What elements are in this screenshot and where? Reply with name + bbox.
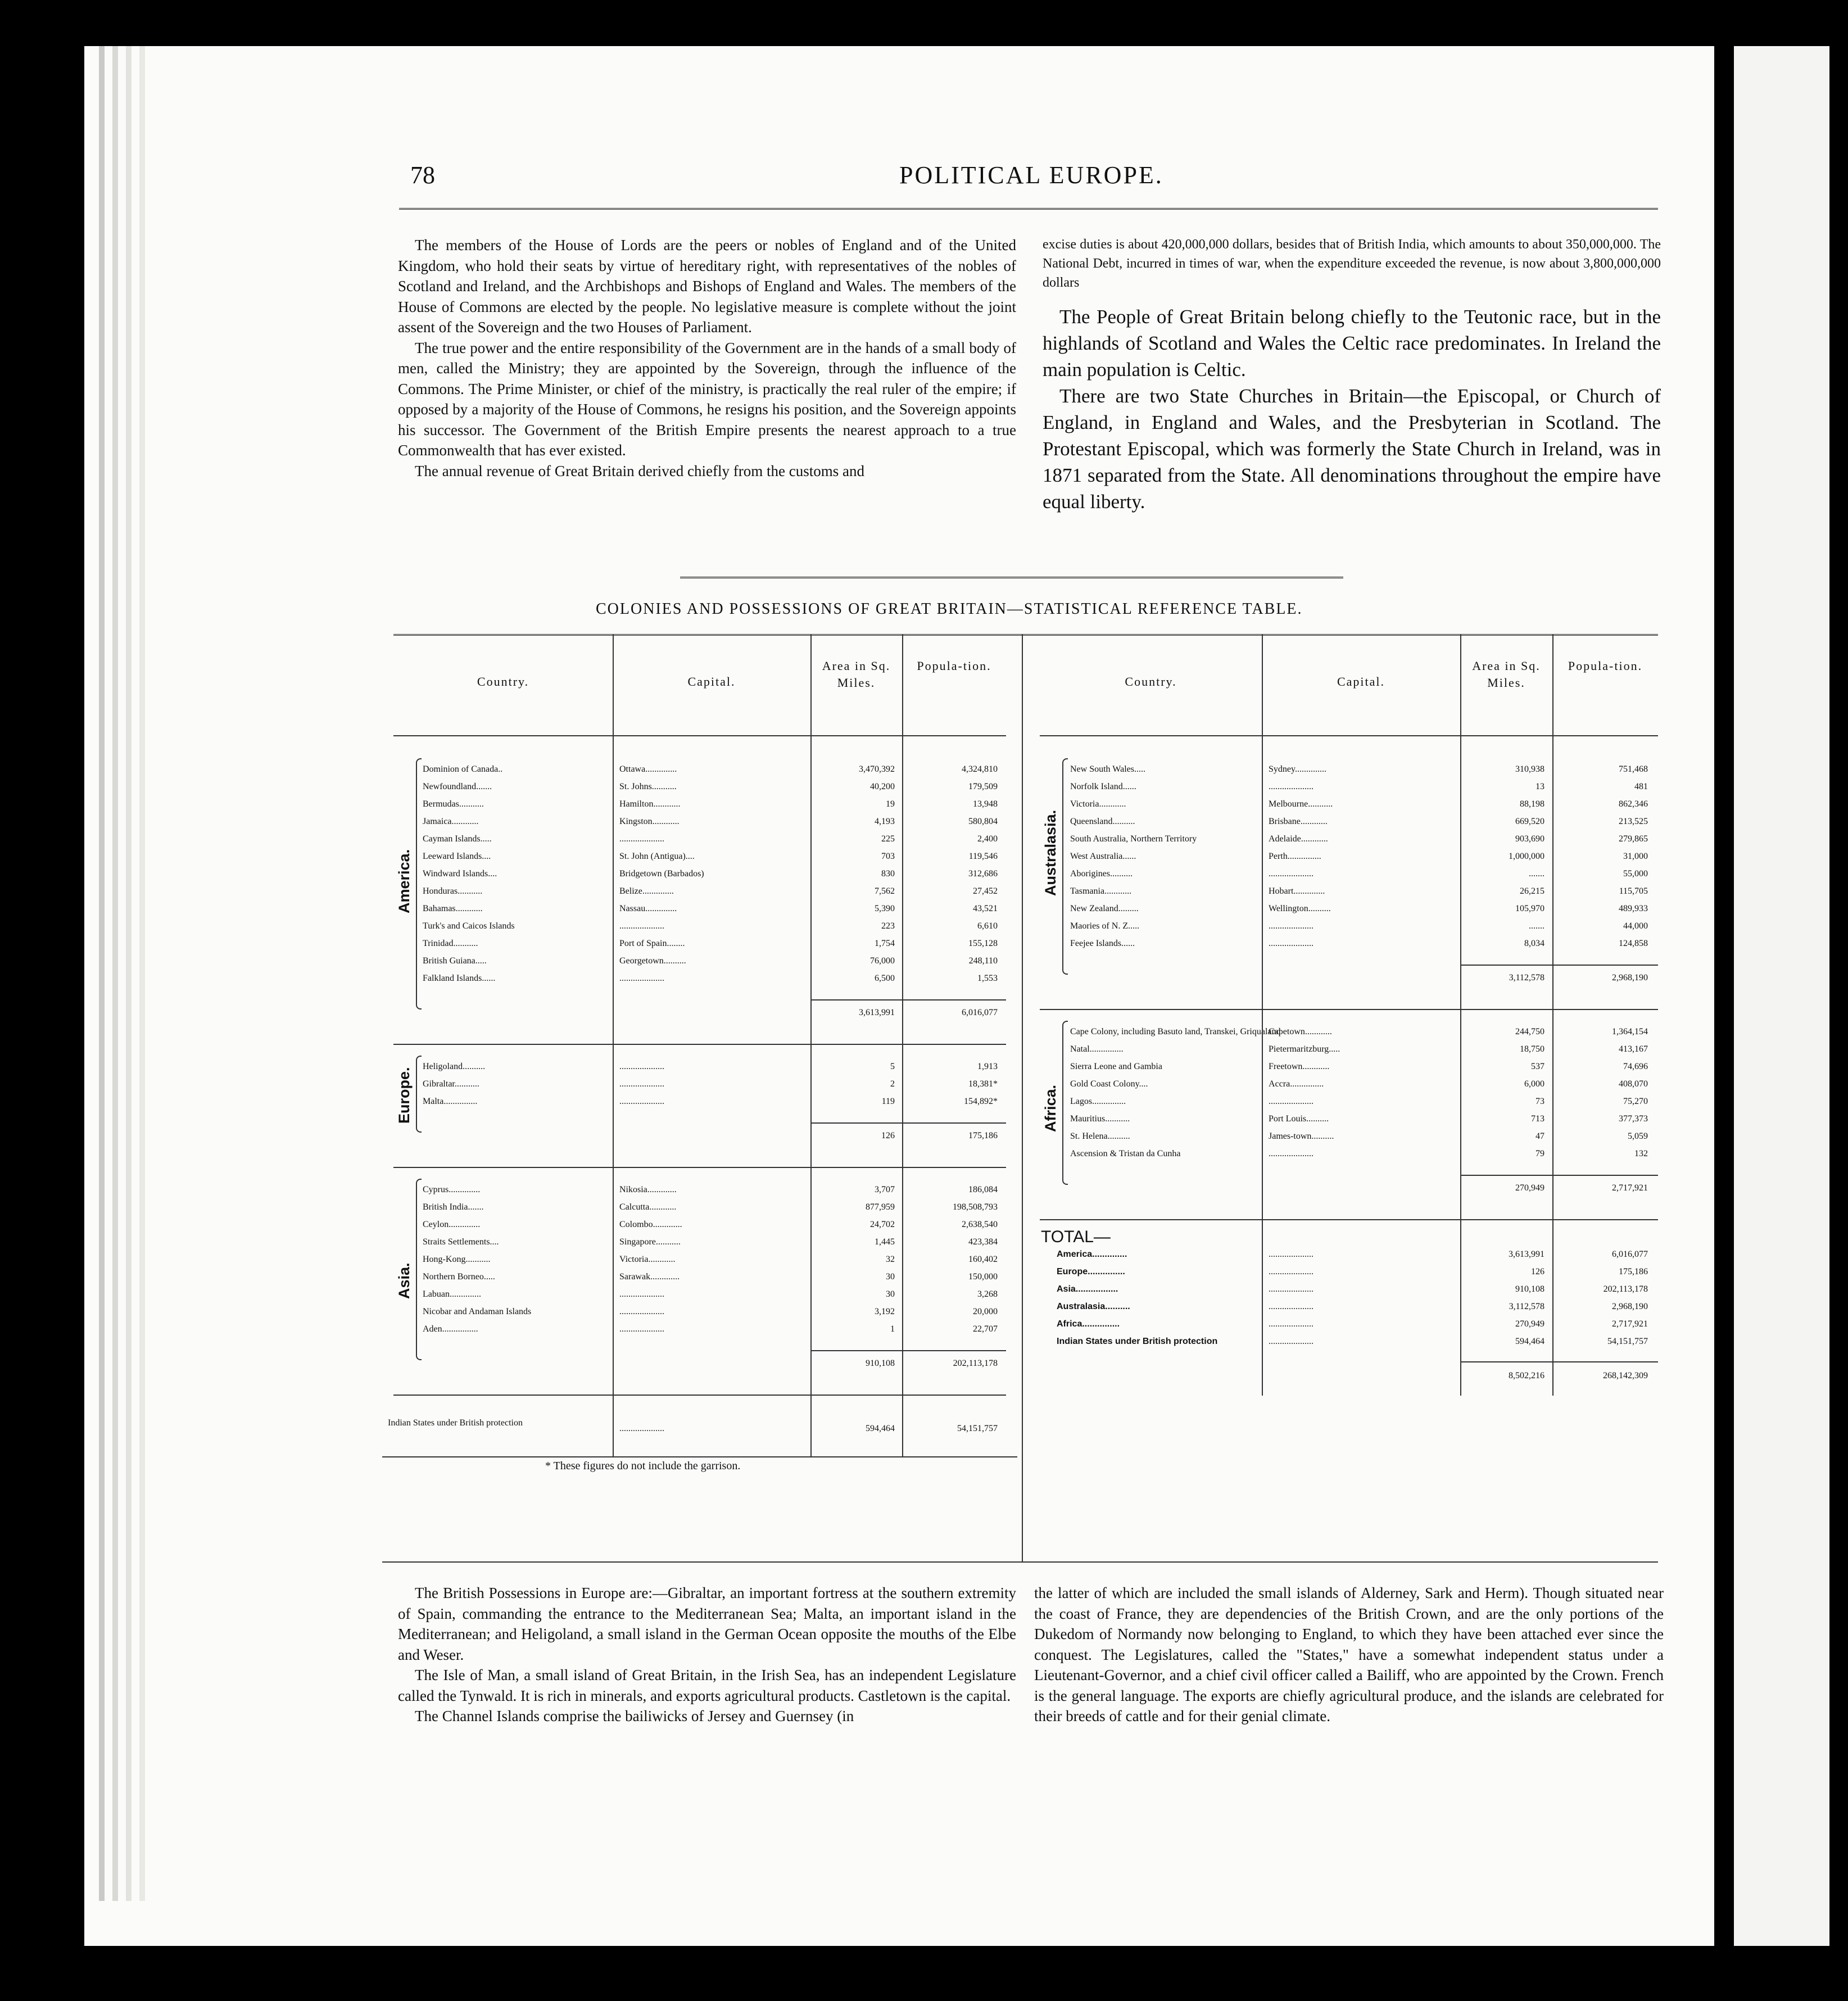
- population-cell: 862,346: [1619, 799, 1648, 809]
- capital-cell: ....................: [619, 1324, 664, 1334]
- column-rule: [902, 634, 903, 1456]
- group-total-area: 126: [881, 1131, 895, 1140]
- capital-cell: ....................: [619, 1079, 664, 1089]
- population-cell: 18,381*: [968, 1079, 998, 1089]
- population-cell: 481: [1634, 782, 1648, 791]
- page-edge: [99, 46, 105, 1901]
- paragraph: There are two State Churches in Britain—the Episcopal, or Church of England, in England and Wales, and the Presbyterian in Scotland. The Protestant Episcopal, which was formerly the State Church in Ireland, was in 1871 separated from the State. All denominations throughout the empire have equal liberty.: [1043, 385, 1661, 513]
- capital-cell: ....................: [619, 1062, 664, 1071]
- top-left-text: [398, 235, 1016, 481]
- capital-cell: ....................: [619, 921, 664, 931]
- running-title: POLITICAL EUROPE.: [899, 161, 1163, 189]
- capital-cell: ....................: [1269, 1250, 1313, 1259]
- area-cell: 1,000,000: [1509, 852, 1544, 861]
- area-cell: .......: [1529, 869, 1544, 879]
- header-country: Country.: [477, 674, 529, 689]
- header-population: Popula-tion.: [1568, 659, 1643, 673]
- population-cell: 489,933: [1619, 904, 1648, 913]
- capital-cell: Calcutta............: [619, 1202, 677, 1212]
- next-page-strip: [1734, 46, 1829, 1946]
- country-cell: British Guiana.....: [423, 956, 487, 966]
- area-cell: 1,754: [875, 939, 895, 948]
- country-cell: Mauritius...........: [1070, 1114, 1130, 1124]
- totals-heading: TOTAL—: [1041, 1228, 1111, 1246]
- population-cell: 202,113,178: [1603, 1284, 1648, 1294]
- population-cell: 54,151,757: [957, 1424, 998, 1433]
- population-cell: 54,151,757: [1607, 1337, 1648, 1346]
- capital-cell: Sarawak.............: [619, 1272, 680, 1282]
- capital-cell: James-town..........: [1269, 1131, 1334, 1141]
- country-cell: Lagos...............: [1070, 1097, 1126, 1106]
- table-center-divider: [1022, 634, 1023, 1561]
- column-rule: [1460, 634, 1461, 1396]
- population-cell: 198,508,793: [953, 1202, 998, 1212]
- country-cell: Bermudas...........: [423, 799, 484, 809]
- area-cell: 537: [1531, 1062, 1544, 1071]
- country-cell: Queensland..........: [1070, 817, 1135, 826]
- total-label: America..............: [1057, 1250, 1127, 1259]
- population-cell: 4,324,810: [962, 764, 998, 774]
- population-cell: 20,000: [973, 1307, 998, 1316]
- population-cell: 408,070: [1619, 1079, 1648, 1089]
- area-cell: 225: [881, 834, 895, 844]
- population-cell: 27,452: [973, 886, 998, 896]
- population-cell: 423,384: [968, 1237, 998, 1247]
- group-total-population: 2,968,190: [1612, 973, 1648, 983]
- area-cell: 3,192: [875, 1307, 895, 1316]
- country-cell: Ascension & Tristan da Cunha: [1070, 1149, 1181, 1158]
- header-rule: [1040, 735, 1658, 736]
- table-top-rule: [393, 634, 1658, 636]
- group-rule: [393, 1044, 1006, 1045]
- population-cell: 580,804: [968, 817, 998, 826]
- capital-cell: Nikosia.............: [619, 1185, 677, 1194]
- paragraph: excise duties is about 420,000,000 dollars, besides that of British India, which amounts to about 350,000,000. The National Debt, incurred in times of war, when the expenditure exceeded the revenue, is now about 3,800,000,000 dollars: [1043, 237, 1661, 290]
- population-cell: 312,686: [968, 869, 998, 879]
- population-cell: 124,858: [1619, 939, 1648, 948]
- subtotal-rule: [1460, 1175, 1658, 1176]
- population-cell: 279,865: [1619, 834, 1648, 844]
- capital-cell: Freetown............: [1269, 1062, 1330, 1071]
- country-cell: Trinidad...........: [423, 939, 478, 948]
- capital-cell: Nassau..............: [619, 904, 677, 913]
- capital-cell: Victoria............: [619, 1255, 676, 1264]
- population-cell: 2,400: [977, 834, 998, 844]
- population-cell: 413,167: [1619, 1044, 1648, 1054]
- area-cell: 3,470,392: [859, 764, 895, 774]
- country-cell: South Australia, Northern Territory: [1070, 834, 1197, 844]
- group-brace: [416, 758, 422, 1009]
- area-cell: 76,000: [870, 956, 895, 966]
- group-rule: [393, 1167, 1006, 1168]
- capital-cell: ....................: [1269, 921, 1313, 931]
- grand-total-area: 8,502,216: [1509, 1371, 1544, 1380]
- group-label: Europe.: [396, 1066, 413, 1124]
- group-label: Australasia.: [1042, 809, 1059, 896]
- top-right-text: [1043, 304, 1661, 515]
- capital-cell: ....................: [619, 1424, 664, 1433]
- capital-cell: ....................: [1269, 939, 1313, 948]
- country-cell: Hong-Kong...........: [423, 1255, 491, 1264]
- total-label: Africa...............: [1057, 1319, 1120, 1329]
- paragraph: The annual revenue of Great Britain derived chiefly from the customs and: [415, 462, 864, 479]
- population-cell: 751,468: [1619, 764, 1648, 774]
- country-cell: Malta...............: [423, 1097, 478, 1106]
- area-cell: 3,112,578: [1509, 1302, 1544, 1311]
- capital-cell: ....................: [1269, 1097, 1313, 1106]
- population-cell: 44,000: [1623, 921, 1648, 931]
- paragraph: The British Possessions in Europe are:—Gibraltar, an important fortress at the southern extremity of Spain, commanding the entrance to the Mediterranean Sea; Malta, an important island in the Mediterranean; and Heligoland, a small island in the German Ocean opposite the mouths of the Elbe and Weser.: [398, 1584, 1016, 1663]
- group-brace: [416, 1056, 422, 1133]
- page-edge: [112, 46, 118, 1901]
- population-cell: 213,525: [1619, 817, 1648, 826]
- population-cell: 155,128: [968, 939, 998, 948]
- group-total-population: 6,016,077: [962, 1008, 998, 1017]
- population-cell: 248,110: [968, 956, 998, 966]
- header-area: Area in Sq. Miles.: [1472, 659, 1541, 690]
- group-total-population: 2,717,921: [1612, 1183, 1648, 1193]
- population-cell: 1,553: [977, 974, 998, 983]
- bottom-right-text: [1034, 1583, 1664, 1727]
- subtotal-rule: [810, 1122, 1006, 1124]
- population-cell: 1,364,154: [1612, 1027, 1648, 1036]
- area-cell: 903,690: [1515, 834, 1544, 844]
- group-rule: [393, 1395, 1006, 1396]
- capital-cell: Sydney..............: [1269, 764, 1326, 774]
- page-number: 78: [410, 161, 435, 189]
- group-label: Africa.: [1042, 1084, 1059, 1132]
- capital-cell: Adelaide............: [1269, 834, 1328, 844]
- country-cell: Cayman Islands.....: [423, 834, 492, 844]
- population-cell: 55,000: [1623, 869, 1648, 879]
- area-cell: 8,034: [1524, 939, 1544, 948]
- top-right-small: [1043, 235, 1661, 292]
- country-cell: Straits Settlements....: [423, 1237, 499, 1247]
- area-cell: 73: [1536, 1097, 1544, 1106]
- country-cell: British India.......: [423, 1202, 484, 1212]
- population-cell: 75,270: [1623, 1097, 1648, 1106]
- area-cell: 669,520: [1515, 817, 1544, 826]
- capital-cell: Hobart..............: [1269, 886, 1325, 896]
- group-total-population: 175,186: [968, 1131, 998, 1140]
- country-cell: Aborigines..........: [1070, 869, 1133, 879]
- country-cell: Tasmania............: [1070, 886, 1132, 896]
- area-cell: 244,750: [1515, 1027, 1544, 1036]
- country-cell: New South Wales.....: [1070, 764, 1145, 774]
- area-cell: 2: [890, 1079, 895, 1089]
- area-cell: 19: [886, 799, 895, 809]
- country-cell: St. Helena..........: [1070, 1131, 1130, 1141]
- capital-cell: ....................: [1269, 782, 1313, 791]
- group-rule: [1040, 1009, 1658, 1010]
- group-total-area: 270,949: [1515, 1183, 1544, 1193]
- paragraph: The Channel Islands comprise the bailiwicks of Jersey and Guernsey (in: [415, 1708, 854, 1724]
- capital-cell: Pietermaritzburg.....: [1269, 1044, 1340, 1054]
- population-cell: 377,373: [1619, 1114, 1648, 1124]
- total-label: Europe...............: [1057, 1267, 1125, 1276]
- capital-cell: Brisbane............: [1269, 817, 1328, 826]
- country-cell: Jamaica............: [423, 817, 479, 826]
- paragraph: the latter of which are included the small islands of Alderney, Sark and Herm). Though situated near the coast of France, they are dependencies of the British Crown, and are the only portions of the Dukedom of Normandy now belonging to England, to which they have been attached ever since the conquest. The Legislatures, called the "States," have a somewhat independent status under a Lieutenant-Governor, and a chief civil officer called a Bailiff, who are appointed by the Crown. French is the general language. The exports are chiefly agricultural produce, and the islands are celebrated for their breeds of cattle and for their genial climate.: [1034, 1584, 1664, 1724]
- group-label: America.: [396, 849, 413, 913]
- population-cell: 132: [1634, 1149, 1648, 1158]
- group-brace: [1062, 1021, 1068, 1185]
- section-rule: [680, 577, 1343, 578]
- country-cell: Maories of N. Z.....: [1070, 921, 1140, 931]
- capital-cell: Hamilton............: [619, 799, 681, 809]
- capital-cell: ....................: [1269, 1149, 1313, 1158]
- area-cell: 13: [1536, 782, 1544, 791]
- area-cell: 830: [881, 869, 895, 879]
- area-cell: 105,970: [1515, 904, 1544, 913]
- area-cell: 6,500: [875, 974, 895, 983]
- population-cell: 186,084: [968, 1185, 998, 1194]
- population-cell: 31,000: [1623, 852, 1648, 861]
- country-cell: Leeward Islands....: [423, 852, 491, 861]
- total-label: Indian States under British protection: [1057, 1337, 1218, 1346]
- table-title: COLONIES AND POSSESSIONS OF GREAT BRITAIN—STATISTICAL REFERENCE TABLE.: [596, 600, 1303, 618]
- country-cell: Dominion of Canada..: [423, 764, 503, 774]
- country-cell: Labuan..............: [423, 1289, 481, 1299]
- population-cell: 2,638,540: [962, 1220, 998, 1229]
- area-cell: 79: [1536, 1149, 1544, 1158]
- country-cell: Falkland Islands......: [423, 974, 496, 983]
- capital-cell: St. Johns...........: [619, 782, 677, 791]
- population-cell: 2,968,190: [1612, 1302, 1648, 1311]
- column-rule: [613, 634, 614, 1456]
- capital-cell: ....................: [1269, 869, 1313, 879]
- population-cell: 119,546: [968, 852, 998, 861]
- area-cell: 5: [890, 1062, 895, 1071]
- capital-cell: St. John (Antigua)....: [619, 852, 695, 861]
- population-cell: 115,705: [1619, 886, 1648, 896]
- area-cell: 40,200: [870, 782, 895, 791]
- population-cell: 13,948: [973, 799, 998, 809]
- paragraph: The Isle of Man, a small island of Great Britain, in the Irish Sea, has an independent Legislature called the Tynwald. It is rich in minerals, and exports agricultural products. Castletown is the capital.: [398, 1667, 1016, 1704]
- group-total-population: 202,113,178: [953, 1359, 998, 1368]
- group-brace: [416, 1179, 422, 1360]
- area-cell: .......: [1529, 921, 1544, 931]
- country-cell: Turk's and Caicos Islands: [423, 921, 515, 931]
- subtotal-rule: [1460, 965, 1658, 966]
- population-cell: 179,509: [968, 782, 998, 791]
- population-cell: 175,186: [1619, 1267, 1648, 1276]
- country-cell: West Australia......: [1070, 852, 1136, 861]
- column-rule: [810, 634, 812, 1456]
- paragraph: The People of Great Britain belong chiefly to the Teutonic race, but in the highlands of Scotland and Wales the Celtic race predominates. In Ireland the main population is Celtic.: [1043, 306, 1661, 381]
- population-cell: 154,892*: [964, 1097, 998, 1106]
- group-total-area: 910,108: [866, 1359, 895, 1368]
- header-area: Area in Sq. Miles.: [822, 659, 891, 690]
- group-brace: [1062, 758, 1068, 975]
- paragraph: The true power and the entire responsibility of the Government are in the hands of a small body of men, called the Ministry; they are appointed by the Sovereign, through the influence of the Commons. The Prime Minister, or chief of the ministry, is practically the real ruler of the empire; if opposed by a majority of the House of Commons, he resigns his position, and the Sovereign appoints his successor. The Government of the British Empire presents the nearest approach to a true Commonwealth that has ever existed.: [398, 339, 1016, 459]
- area-cell: 119: [881, 1097, 895, 1106]
- country-cell: Gold Coast Colony....: [1070, 1079, 1148, 1089]
- country-cell: Windward Islands....: [423, 869, 497, 879]
- population-cell: 1,913: [977, 1062, 998, 1071]
- area-cell: 26,215: [1520, 886, 1544, 896]
- subtotal-rule: [810, 999, 1006, 1000]
- country-cell: Norfolk Island......: [1070, 782, 1136, 791]
- table-bottom-rule: [382, 1561, 1658, 1563]
- country-cell: Indian States under British protection: [388, 1418, 523, 1428]
- country-cell: Honduras...........: [423, 886, 483, 896]
- area-cell: 310,938: [1515, 764, 1544, 774]
- capital-cell: Melbourne...........: [1269, 799, 1333, 809]
- grand-total-rule: [1460, 1361, 1658, 1362]
- group-rule: [1040, 1219, 1658, 1220]
- table-footnote: * These figures do not include the garrison.: [545, 1460, 741, 1472]
- area-cell: 877,959: [866, 1202, 895, 1212]
- column-rule: [1262, 634, 1263, 1396]
- area-cell: 5,390: [875, 904, 895, 913]
- total-label: Asia.................: [1057, 1284, 1118, 1294]
- total-label: Australasia..........: [1057, 1302, 1130, 1311]
- population-cell: 2,717,921: [1612, 1319, 1648, 1329]
- column-rule: [1552, 634, 1553, 1396]
- header-capital: Capital.: [1337, 674, 1385, 689]
- country-cell: Ceylon..............: [423, 1220, 481, 1229]
- area-cell: 4,193: [875, 817, 895, 826]
- capital-cell: ....................: [619, 974, 664, 983]
- group-total-area: 3,613,991: [859, 1008, 895, 1017]
- capital-cell: ....................: [619, 834, 664, 844]
- area-cell: 3,613,991: [1509, 1250, 1544, 1259]
- capital-cell: Port Louis..........: [1269, 1114, 1329, 1124]
- population-cell: 5,059: [1628, 1131, 1648, 1141]
- area-cell: 594,464: [866, 1424, 895, 1433]
- area-cell: 126: [1531, 1267, 1544, 1276]
- page-edge: [126, 46, 132, 1901]
- population-cell: 150,000: [968, 1272, 998, 1282]
- area-cell: 1: [890, 1324, 895, 1334]
- area-cell: 24,702: [870, 1220, 895, 1229]
- area-cell: 910,108: [1515, 1284, 1544, 1294]
- capital-cell: Perth...............: [1269, 852, 1321, 861]
- area-cell: 594,464: [1515, 1337, 1544, 1346]
- population-cell: 6,016,077: [1612, 1250, 1648, 1259]
- area-cell: 270,949: [1515, 1319, 1544, 1329]
- capital-cell: Port of Spain........: [619, 939, 685, 948]
- capital-cell: Kingston............: [619, 817, 680, 826]
- country-cell: Cape Colony, including Basuto land, Transkei, Griqualand: [1070, 1027, 1281, 1036]
- area-cell: 7,562: [875, 886, 895, 896]
- paragraph: The members of the House of Lords are the peers or nobles of England and of the United Kingdom, who hold their seats by virtue of hereditary right, with representatives of the nobles of Scotland and Ireland, and the Archbishops and Bishops of England and Wales. The members of the House of Commons are elected by the people. No legislative measure is complete without the joint assent of the Sovereign and the two Houses of Parliament.: [398, 237, 1016, 336]
- subtotal-rule: [810, 1350, 1006, 1351]
- country-cell: Sierra Leone and Gambia: [1070, 1062, 1162, 1071]
- capital-cell: Accra...............: [1269, 1079, 1324, 1089]
- country-cell: Aden................: [423, 1324, 478, 1334]
- area-cell: 18,750: [1520, 1044, 1544, 1054]
- population-cell: 6,610: [977, 921, 998, 931]
- capital-cell: ....................: [619, 1307, 664, 1316]
- area-cell: 1,445: [875, 1237, 895, 1247]
- population-cell: 160,402: [968, 1255, 998, 1264]
- header-country: Country.: [1125, 674, 1177, 689]
- area-cell: 88,198: [1520, 799, 1544, 809]
- area-cell: 703: [881, 852, 895, 861]
- header-population: Popula-tion.: [917, 659, 991, 673]
- capital-cell: ....................: [1269, 1319, 1313, 1329]
- area-cell: 6,000: [1524, 1079, 1544, 1089]
- capital-cell: Ottawa..............: [619, 764, 677, 774]
- capital-cell: Colombo.............: [619, 1220, 682, 1229]
- capital-cell: ....................: [1269, 1337, 1313, 1346]
- population-cell: 3,268: [977, 1289, 998, 1299]
- country-cell: Heligoland..........: [423, 1062, 486, 1071]
- country-cell: Cyprus..............: [423, 1185, 481, 1194]
- group-label: Asia.: [396, 1262, 413, 1299]
- page-edge: [139, 46, 145, 1901]
- grand-total-population: 268,142,309: [1603, 1371, 1648, 1380]
- capital-cell: ....................: [1269, 1267, 1313, 1276]
- capital-cell: Wellington..........: [1269, 904, 1331, 913]
- population-cell: 22,707: [973, 1324, 998, 1334]
- country-cell: Nicobar and Andaman Islands: [423, 1307, 532, 1316]
- capital-cell: Bridgetown (Barbados): [619, 869, 704, 879]
- population-cell: 43,521: [973, 904, 998, 913]
- country-cell: Feejee Islands......: [1070, 939, 1135, 948]
- area-cell: 30: [886, 1289, 895, 1299]
- capital-cell: ....................: [1269, 1284, 1313, 1294]
- header-rule: [399, 208, 1658, 210]
- country-cell: Natal...............: [1070, 1044, 1124, 1054]
- bottom-left-text: [398, 1583, 1016, 1727]
- population-cell: 74,696: [1623, 1062, 1648, 1071]
- area-cell: 32: [886, 1255, 895, 1264]
- capital-cell: Belize..............: [619, 886, 674, 896]
- group-total-area: 3,112,578: [1509, 973, 1544, 983]
- header-rule: [393, 735, 1006, 736]
- area-cell: 713: [1531, 1114, 1544, 1124]
- capital-cell: Capetown............: [1269, 1027, 1332, 1036]
- area-cell: 30: [886, 1272, 895, 1282]
- country-cell: Bahamas............: [423, 904, 483, 913]
- capital-cell: Georgetown..........: [619, 956, 686, 966]
- capital-cell: Singapore...........: [619, 1237, 681, 1247]
- country-cell: Northern Borneo.....: [423, 1272, 495, 1282]
- country-cell: Victoria............: [1070, 799, 1126, 809]
- capital-cell: ....................: [619, 1289, 664, 1299]
- area-cell: 47: [1536, 1131, 1544, 1141]
- capital-cell: ....................: [1269, 1302, 1313, 1311]
- country-cell: New Zealand.........: [1070, 904, 1139, 913]
- header-capital: Capital.: [687, 674, 736, 689]
- capital-cell: ....................: [619, 1097, 664, 1106]
- area-cell: 3,707: [875, 1185, 895, 1194]
- country-cell: Gibraltar...........: [423, 1079, 479, 1089]
- area-cell: 223: [881, 921, 895, 931]
- country-cell: Newfoundland.......: [423, 782, 492, 791]
- table-row-rule: [382, 1456, 1017, 1457]
